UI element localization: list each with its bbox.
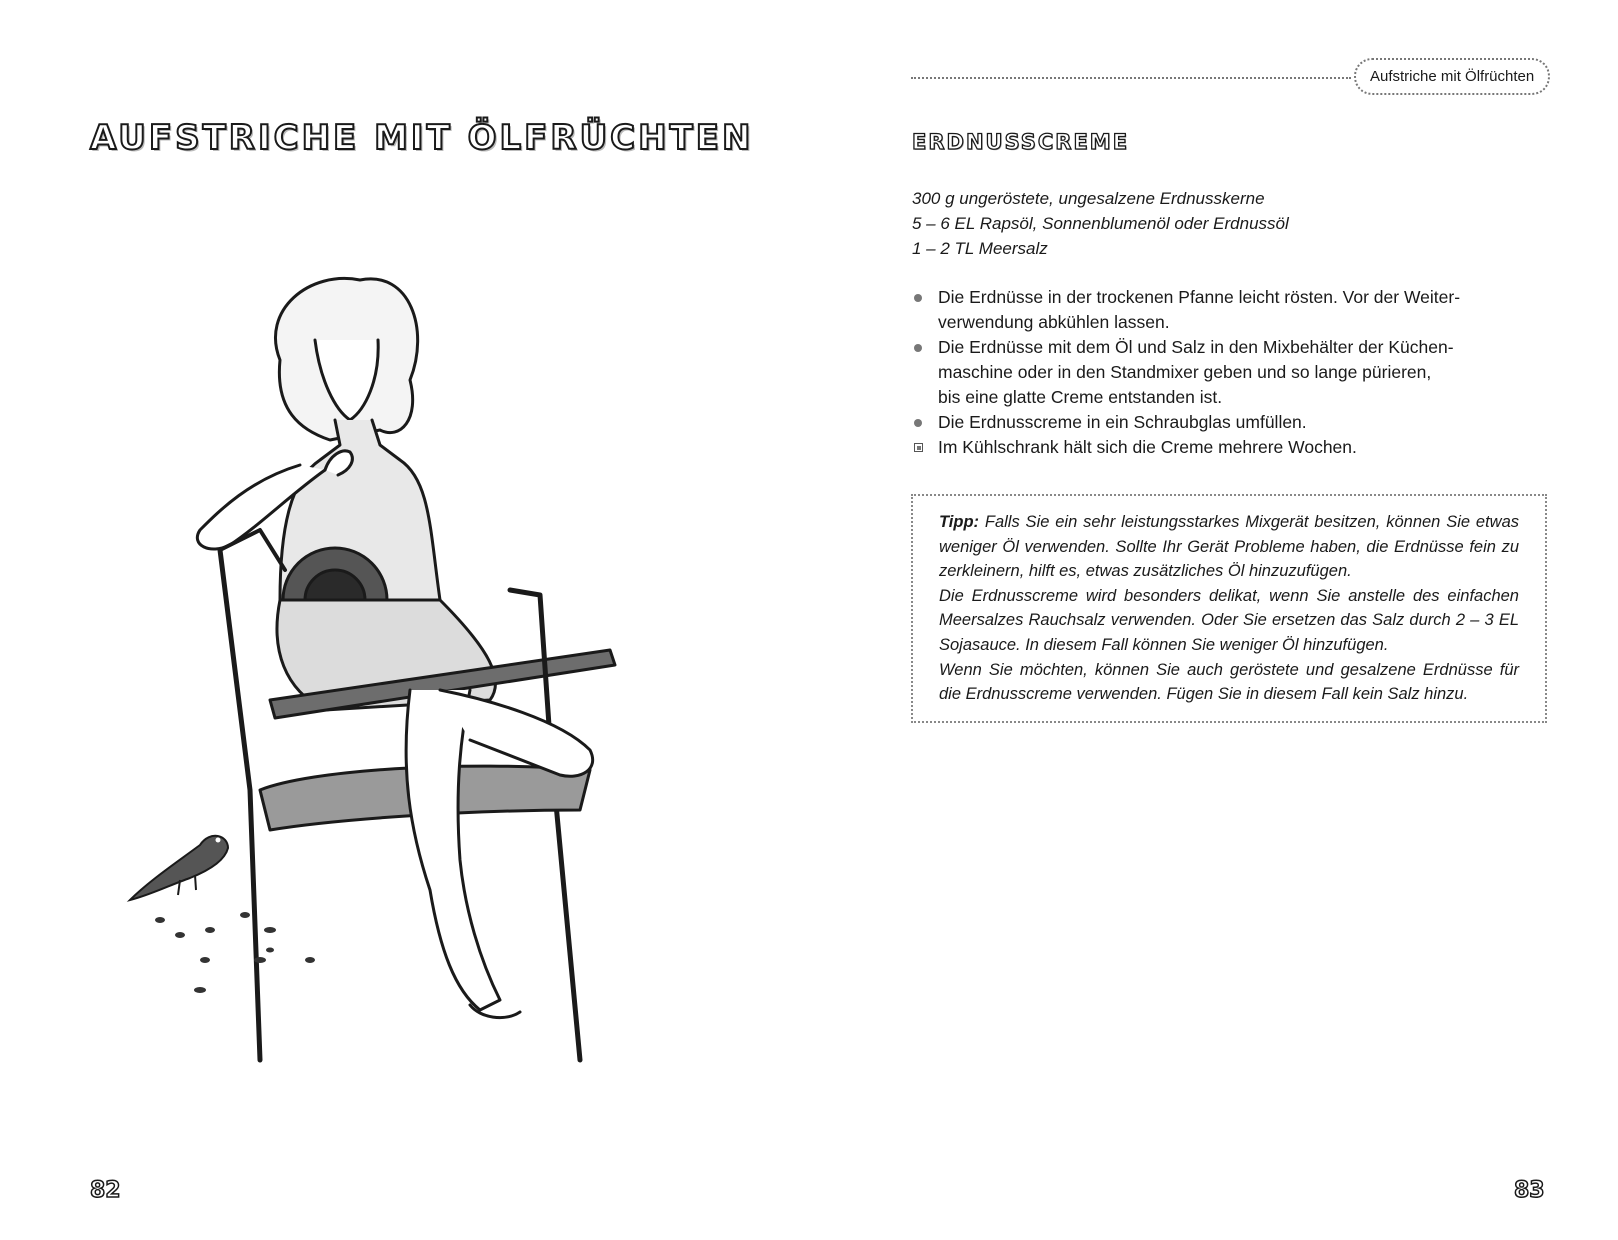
tip-label: Tipp: xyxy=(939,513,980,531)
ingredient-item: 1 – 2 TL Meersalz xyxy=(912,239,1048,258)
bullet-dot-icon xyxy=(914,419,922,427)
preparation-steps xyxy=(912,285,1512,460)
step-text: Die Erdnüsse in der trockenen Pfanne leicht rösten. Vor der Weiter- verwendung abkühlen lassen. xyxy=(938,287,1461,332)
tip-box xyxy=(911,494,1547,723)
recipe-title: ERDNUSSCREME xyxy=(912,130,1130,154)
ingredients-list xyxy=(912,186,1289,261)
bullet-dot-icon xyxy=(914,294,922,302)
step-text: Die Erdnüsse mit dem Öl und Salz in den Mixbehälter der Küchen- maschine oder in den Standmixer geben und so lange pürieren, bis eine glatte Creme entstanden ist. xyxy=(938,337,1454,407)
tip-text: Falls Sie ein sehr leistungsstarkes Mixgerät besitzen, können Sie etwas weniger Öl verwenden. Sollte Ihr Gerät Probleme haben, die Erdnüsse fein zu zerkleinern, hilft es, etwas zusätzliches Öl hinzuzufügen. xyxy=(939,513,1519,581)
illustration-woman-on-chair xyxy=(110,270,670,1130)
running-header-divider xyxy=(911,77,1351,79)
page-number-left: 82 xyxy=(90,1178,121,1203)
step-text: Im Kühlschrank hält sich die Creme mehrere Wochen. xyxy=(938,437,1357,457)
running-header: Aufstriche mit Ölfrüchten xyxy=(1354,58,1550,95)
step-item xyxy=(912,435,1512,460)
tip-paragraph xyxy=(939,510,1519,584)
step-item xyxy=(912,285,1512,335)
ingredient-item: 300 g ungeröstete, ungesalzene Erdnusskerne xyxy=(912,189,1265,208)
bullet-dot-icon xyxy=(914,344,922,352)
step-text: Die Erdnusscreme in ein Schraubglas umfüllen. xyxy=(938,412,1307,432)
bullet-square-icon xyxy=(914,443,923,452)
step-item xyxy=(912,410,1512,435)
step-item xyxy=(912,335,1512,410)
right-page xyxy=(809,0,1618,1240)
tip-paragraph: Die Erdnusscreme wird besonders delikat, wenn Sie anstelle des einfachen Meersalzes Rauchsalz verwenden. Oder Sie ersetzen das Salz durch 2 – 3 EL Sojasauce. In diesem Fall können Sie weniger Öl hinzufügen. xyxy=(939,586,1519,654)
tip-paragraph: Wenn Sie möchten, können Sie auch geröstete und gesalzene Erdnüsse für die Erdnusscreme verwenden. Fügen Sie in diesem Fall kein Salz hinzu. xyxy=(939,660,1519,704)
page-number-right: 83 xyxy=(1514,1178,1545,1203)
sparrow-icon xyxy=(130,836,228,900)
ingredient-item: 5 – 6 EL Rapsöl, Sonnenblumenöl oder Erdnussöl xyxy=(912,214,1289,233)
chapter-title: AUFSTRICHE MIT ÖLFRÜCHTEN xyxy=(90,118,754,158)
